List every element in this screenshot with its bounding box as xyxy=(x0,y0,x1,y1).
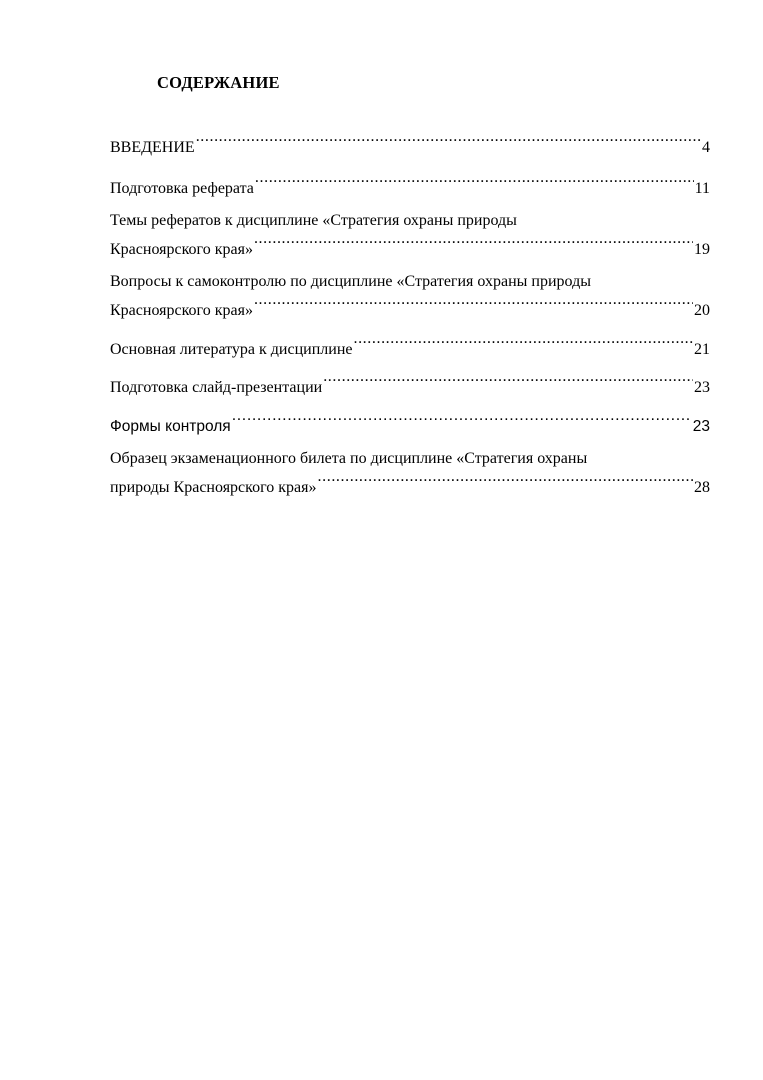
toc-entry-self-control-questions[interactable] xyxy=(110,271,710,322)
toc-dot-leader xyxy=(323,370,693,392)
toc-entry-title: ВВЕДЕНИЕ xyxy=(110,139,195,156)
toc-page-number: 23 xyxy=(694,379,710,396)
toc-page-number: 20 xyxy=(694,302,710,319)
toc-entry-line xyxy=(110,409,710,438)
toc-dot-leader xyxy=(254,293,693,315)
toc-entry-slide-presentation[interactable] xyxy=(110,370,710,399)
toc-entry-line xyxy=(110,232,710,261)
toc-entry-title: Формы контроля xyxy=(110,418,231,435)
toc-entry-title-line2: Красноярского края» xyxy=(110,302,253,319)
toc-dot-leader xyxy=(196,130,701,152)
toc-entry-title-line2: Красноярского края» xyxy=(110,241,253,258)
toc-dot-leader xyxy=(255,171,694,193)
toc-entry-introduction[interactable] xyxy=(110,130,710,159)
toc-entry-title-line1: Вопросы к самоконтролю по дисциплине «Стратегия охраны природы xyxy=(110,273,591,290)
table-of-contents xyxy=(110,130,710,499)
toc-entry-exam-ticket-sample[interactable] xyxy=(110,448,710,499)
toc-entry-title: Подготовка реферата xyxy=(110,180,254,197)
toc-entry-main-literature[interactable] xyxy=(110,332,710,361)
toc-page-number: 21 xyxy=(694,341,710,358)
toc-entry-report-topics[interactable] xyxy=(110,210,710,261)
toc-entry-title: Подготовка слайд-презентации xyxy=(110,379,323,396)
toc-entry-title: Основная литература к дисциплине xyxy=(110,341,353,358)
toc-entry-line xyxy=(110,332,710,361)
toc-dot-leader xyxy=(232,409,692,431)
toc-entry-line xyxy=(110,470,710,499)
toc-entry-line xyxy=(110,370,710,399)
toc-entry-title-line2: природы Красноярского края» xyxy=(110,479,317,496)
toc-entry-title-line1: Образец экзаменационного билета по дисциплине «Стратегия охраны xyxy=(110,450,588,467)
toc-page-number: 28 xyxy=(694,479,710,496)
toc-entry-line xyxy=(110,171,710,200)
toc-page-number: 4 xyxy=(702,139,710,156)
page-title: СОДЕРЖАНИЕ xyxy=(157,73,280,92)
toc-entry-title-line1: Темы рефератов к дисциплине «Стратегия охраны природы xyxy=(110,212,517,229)
toc-dot-leader xyxy=(318,470,693,492)
toc-entry-report-preparation[interactable] xyxy=(110,171,710,200)
toc-dot-leader xyxy=(353,332,693,354)
toc-entry-line xyxy=(110,293,710,322)
toc-page-number: 11 xyxy=(694,180,710,197)
toc-dot-leader xyxy=(254,232,693,254)
toc-entry-control-forms[interactable] xyxy=(110,409,710,438)
toc-page-number: 23 xyxy=(692,418,710,435)
toc-page-number: 19 xyxy=(694,241,710,258)
toc-entry-line xyxy=(110,130,710,159)
